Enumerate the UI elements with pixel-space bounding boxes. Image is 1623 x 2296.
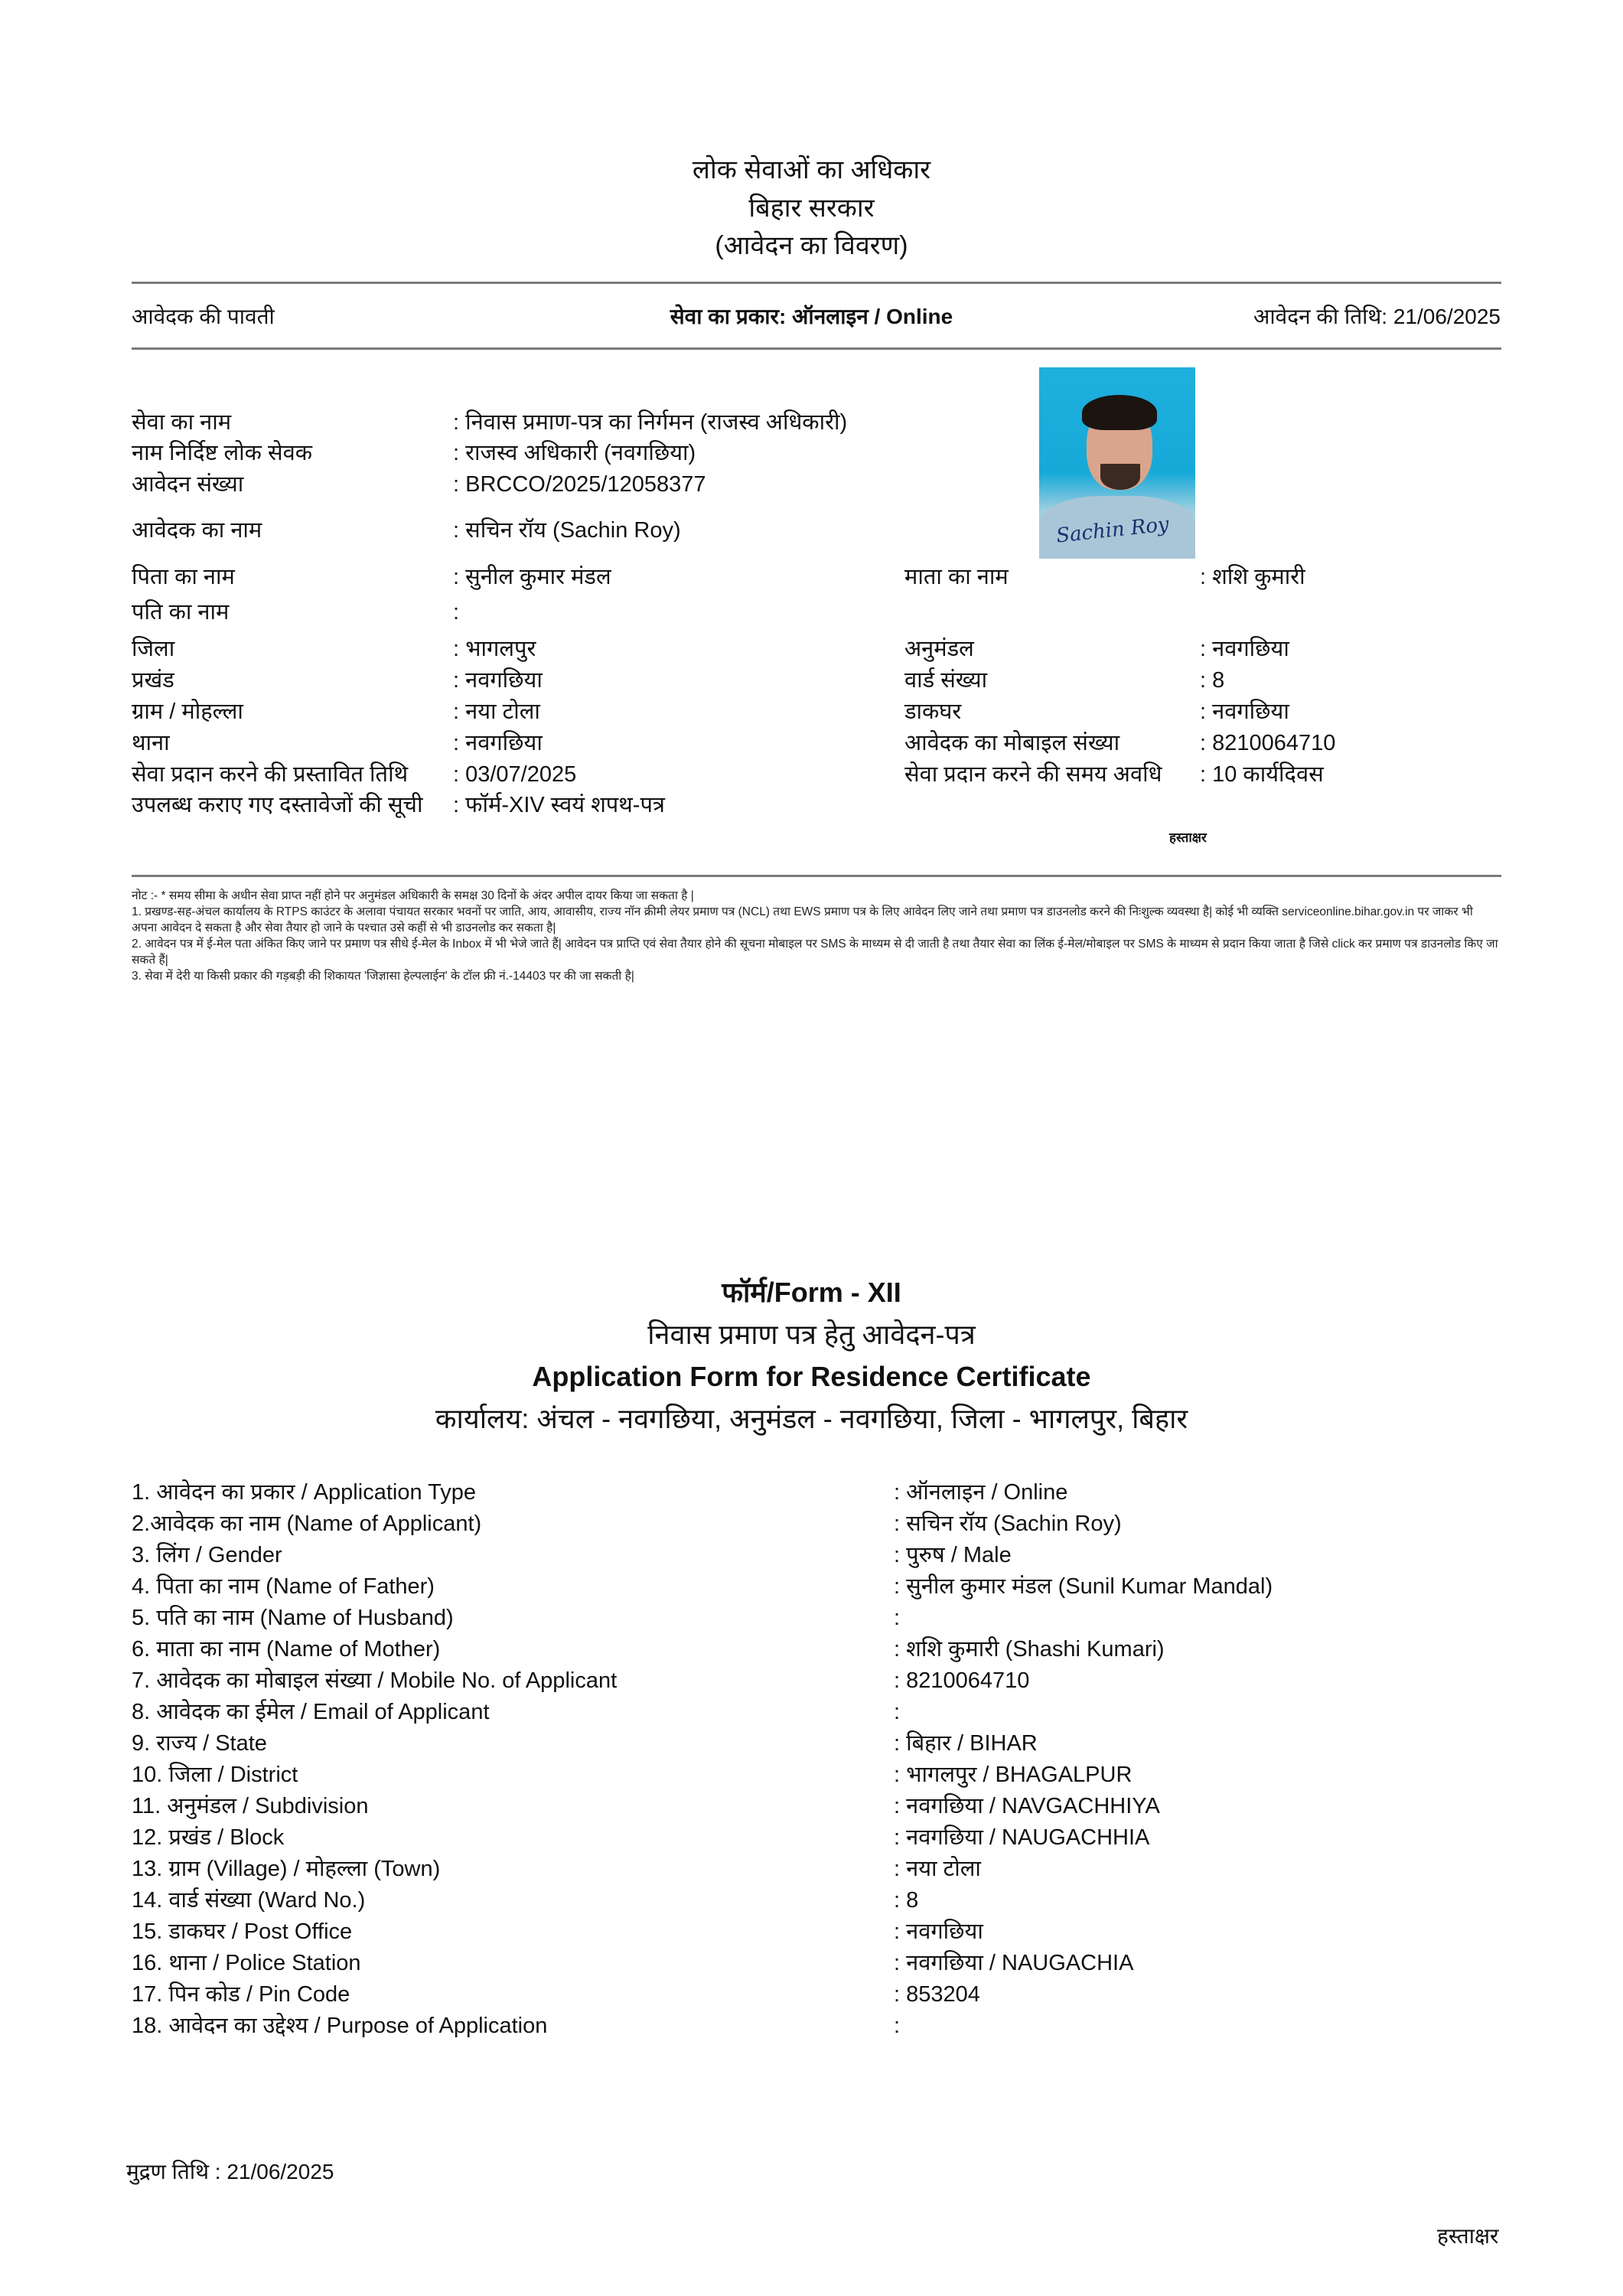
detail-label: प्रखंड [132, 668, 174, 693]
form-item-value: : 8210064710 [894, 1668, 1030, 1693]
form-item-label: 12. प्रखंड / Block [132, 1825, 285, 1850]
form-item-label: 10. जिला / District [132, 1763, 298, 1787]
detail-label: सेवा का नाम [132, 410, 232, 435]
detail-label: आवेदक का नाम [132, 518, 262, 543]
detail-label: अनुमंडल [904, 637, 974, 661]
note-line: 2. आवेदन पत्र में ई-मेल पता अंकित किए जाने पर प्रमाण पत्र सीधे ई-मेल के Inbox में भी भेजे जाते हैं| आवेदन पत्र प्राप्ति एवं सेवा तैयार होने की सूचना मोबाइल पर SMS के माध्यम से दी जाती है तथा तैयार सेवा का लिंक ई-मेल/मोबाइल पर SMS के माध्यम से प्रदान किया जाता है जिसे click कर प्रमाण पत्र डाउनलोड किए जा सकते हैं| [132, 938, 1498, 967]
form-item-label: 15. डाकघर / Post Office [132, 1919, 353, 1944]
detail-value: : भागलपुर [453, 637, 536, 661]
form-item-value: : नवगछिया / NAVGACHHIYA [894, 1794, 1160, 1818]
detail-label: पति का नाम [132, 600, 230, 625]
detail-label: ग्राम / मोहल्ला [132, 700, 243, 724]
signature-label: हस्ताक्षर [1169, 830, 1207, 845]
title-line-2: बिहार सरकार [748, 194, 875, 223]
form-item-value: : भागलपुर / BHAGALPUR [894, 1763, 1133, 1787]
form-item-label: 17. पिन कोड / Pin Code [132, 1982, 350, 2007]
form-item-value: : [894, 1700, 901, 1724]
form-item-label: 8. आवेदक का ईमेल / Email of Applicant [132, 1700, 490, 1724]
form-item-value: : बिहार / BIHAR [894, 1731, 1038, 1756]
title-line-3: (आवेदन का विवरण) [715, 231, 908, 260]
detail-value: : [453, 600, 460, 625]
form-item-label: 11. अनुमंडल / Subdivision [132, 1794, 369, 1818]
note-line: 3. सेवा में देरी या किसी प्रकार की गड़बड़ी की शिकायत 'जिज्ञासा हेल्पलाईन' के टॉल फ्री नं.-14403 पर की जा सकती है| [132, 970, 634, 983]
detail-value: : 03/07/2025 [453, 762, 577, 787]
form-item-value: : सुनील कुमार मंडल (Sunil Kumar Mandal) [894, 1574, 1273, 1599]
detail-label: उपलब्ध कराए गए दस्तावेजों की सूची [132, 793, 423, 817]
form-title-english: Application Form for Residence Certificate [532, 1361, 1091, 1392]
notes-section [132, 888, 1501, 984]
detail-label: माता का नाम [904, 565, 1009, 589]
form-item-label: 18. आवेदन का उद्देश्य / Purpose of Application [132, 2014, 548, 2038]
form-item-value: : [894, 2014, 901, 2038]
detail-label: पिता का नाम [132, 565, 235, 589]
detail-value: : सुनील कुमार मंडल [453, 565, 611, 589]
form-office: कार्यालय: अंचल - नवगछिया, अनुमंडल - नवगछिया, जिला - भागलपुर, बिहार [435, 1403, 1188, 1434]
form-title-hindi: निवास प्रमाण पत्र हेतु आवेदन-पत्र [647, 1319, 976, 1350]
detail-value: : राजस्व अधिकारी (नवगछिया) [453, 441, 696, 465]
detail-value: : शशि कुमारी [1200, 565, 1305, 589]
detail-label: वार्ड संख्या [904, 668, 988, 693]
divider [132, 347, 1501, 350]
form-item-label: 16. थाना / Police Station [132, 1951, 361, 1975]
service-type: सेवा का प्रकार: ऑनलाइन / Online [670, 305, 953, 328]
detail-label: थाना [132, 731, 170, 755]
application-date: आवेदन की तिथि: 21/06/2025 [1253, 305, 1501, 328]
form-item-label: 13. ग्राम (Village) / मोहल्ला (Town) [132, 1857, 441, 1881]
form-number: फॉर्म/Form - XII [722, 1277, 901, 1308]
detail-label: सेवा प्रदान करने की प्रस्तावित तिथि [132, 762, 409, 787]
form-item-label: 6. माता का नाम (Name of Mother) [132, 1637, 441, 1662]
detail-value: : BRCCO/2025/12058377 [453, 472, 706, 497]
detail-value: : नवगछिया [453, 731, 543, 755]
form-item-value: : पुरुष / Male [894, 1543, 1012, 1567]
detail-label: सेवा प्रदान करने की समय अवधि [904, 762, 1162, 787]
form-item-value: : नवगछिया / NAUGACHHIA [894, 1825, 1150, 1850]
detail-value: : निवास प्रमाण-पत्र का निर्गमन (राजस्व अधिकारी) [453, 410, 848, 435]
detail-value: : नया टोला [453, 700, 540, 724]
form-item-value: : [894, 1606, 901, 1630]
photo-signature: Sachin Roy [1054, 513, 1171, 548]
detail-label: डाकघर [904, 700, 962, 724]
applicant-photo [1039, 367, 1195, 559]
detail-value: : 8210064710 [1200, 731, 1336, 755]
detail-label: नाम निर्दिष्ट लोक सेवक [132, 441, 313, 465]
form-item-label: 4. पिता का नाम (Name of Father) [132, 1574, 435, 1599]
divider [132, 282, 1501, 284]
detail-label: जिला [132, 637, 175, 661]
footer-signature-label: हस्ताक्षर [1437, 2224, 1499, 2248]
note-line: 1. प्रखण्ड-सह-अंचल कार्यालय के RTPS काउंटर के अलावा पंचायत सरकार भवनों पर जाति, आय, आवासीय, राज्य नॉन क्रीमी लेयर प्रमाण पत्र (NCL) तथा EWS प्रमाण पत्र के लिए आवेदन लिए जाने तथा प्रमाण पत्र डाउनलोड करने की निःशुल्क व्यवस्था है| कोई भी व्यक्ति serviceonline.bihar.gov.in पर जाकर भी अपना आवेदन दे सकता है और सेवा तैयार हो जाने के पश्चात उसे कहीं से भी डाउनलोड कर सकता है| [132, 905, 1473, 934]
photo-beard [1100, 464, 1140, 490]
title-line-1: लोक सेवाओं का अधिकार [692, 155, 931, 184]
detail-value: : सचिन रॉय (Sachin Roy) [453, 518, 681, 543]
detail-value: : नवगछिया [1200, 637, 1289, 661]
detail-value: : नवगछिया [453, 668, 543, 693]
form-item-label: 3. लिंग / Gender [132, 1543, 282, 1567]
form-item-value: : 8 [894, 1888, 919, 1913]
form-item-label: 9. राज्य / State [132, 1731, 267, 1756]
form-item-label: 2.आवेदक का नाम (Name of Applicant) [132, 1512, 482, 1536]
form-item-label: 5. पति का नाम (Name of Husband) [132, 1606, 454, 1630]
note-line: नोट :- * समय सीमा के अधीन सेवा प्राप्त नहीं होने पर अनुमंडल अधिकारी के समक्ष 30 दिनों के अंदर अपील दायर किया जा सकता है | [132, 889, 694, 902]
detail-value: : फॉर्म-XIV स्वयं शपथ-पत्र [453, 793, 665, 817]
form-item-value: : नवगछिया [894, 1919, 983, 1944]
photo-hair [1082, 395, 1157, 430]
receipt-label: आवेदक की पावती [132, 305, 275, 328]
form-item-value: : 853204 [894, 1982, 980, 2007]
form-item-value: : नवगछिया / NAUGACHIA [894, 1951, 1134, 1975]
form-item-value: : नया टोला [894, 1857, 981, 1881]
detail-label: आवेदन संख्या [132, 472, 244, 497]
form-item-value: : सचिन रॉय (Sachin Roy) [894, 1512, 1122, 1536]
form-item-value: : शशि कुमारी (Shashi Kumari) [894, 1637, 1165, 1662]
form-item-label: 14. वार्ड संख्या (Ward No.) [132, 1888, 366, 1913]
form-item-label: 7. आवेदक का मोबाइल संख्या / Mobile No. of Applicant [132, 1668, 618, 1693]
form-item-label: 1. आवेदन का प्रकार / Application Type [132, 1480, 476, 1505]
detail-value: : नवगछिया [1200, 700, 1289, 724]
detail-value: : 10 कार्यदिवस [1200, 762, 1324, 787]
detail-value: : 8 [1200, 668, 1225, 693]
print-date: मुद्रण तिथि : 21/06/2025 [126, 2160, 334, 2183]
divider [132, 875, 1501, 877]
detail-label: आवेदक का मोबाइल संख्या [904, 731, 1120, 755]
form-item-value: : ऑनलाइन / Online [894, 1480, 1068, 1505]
